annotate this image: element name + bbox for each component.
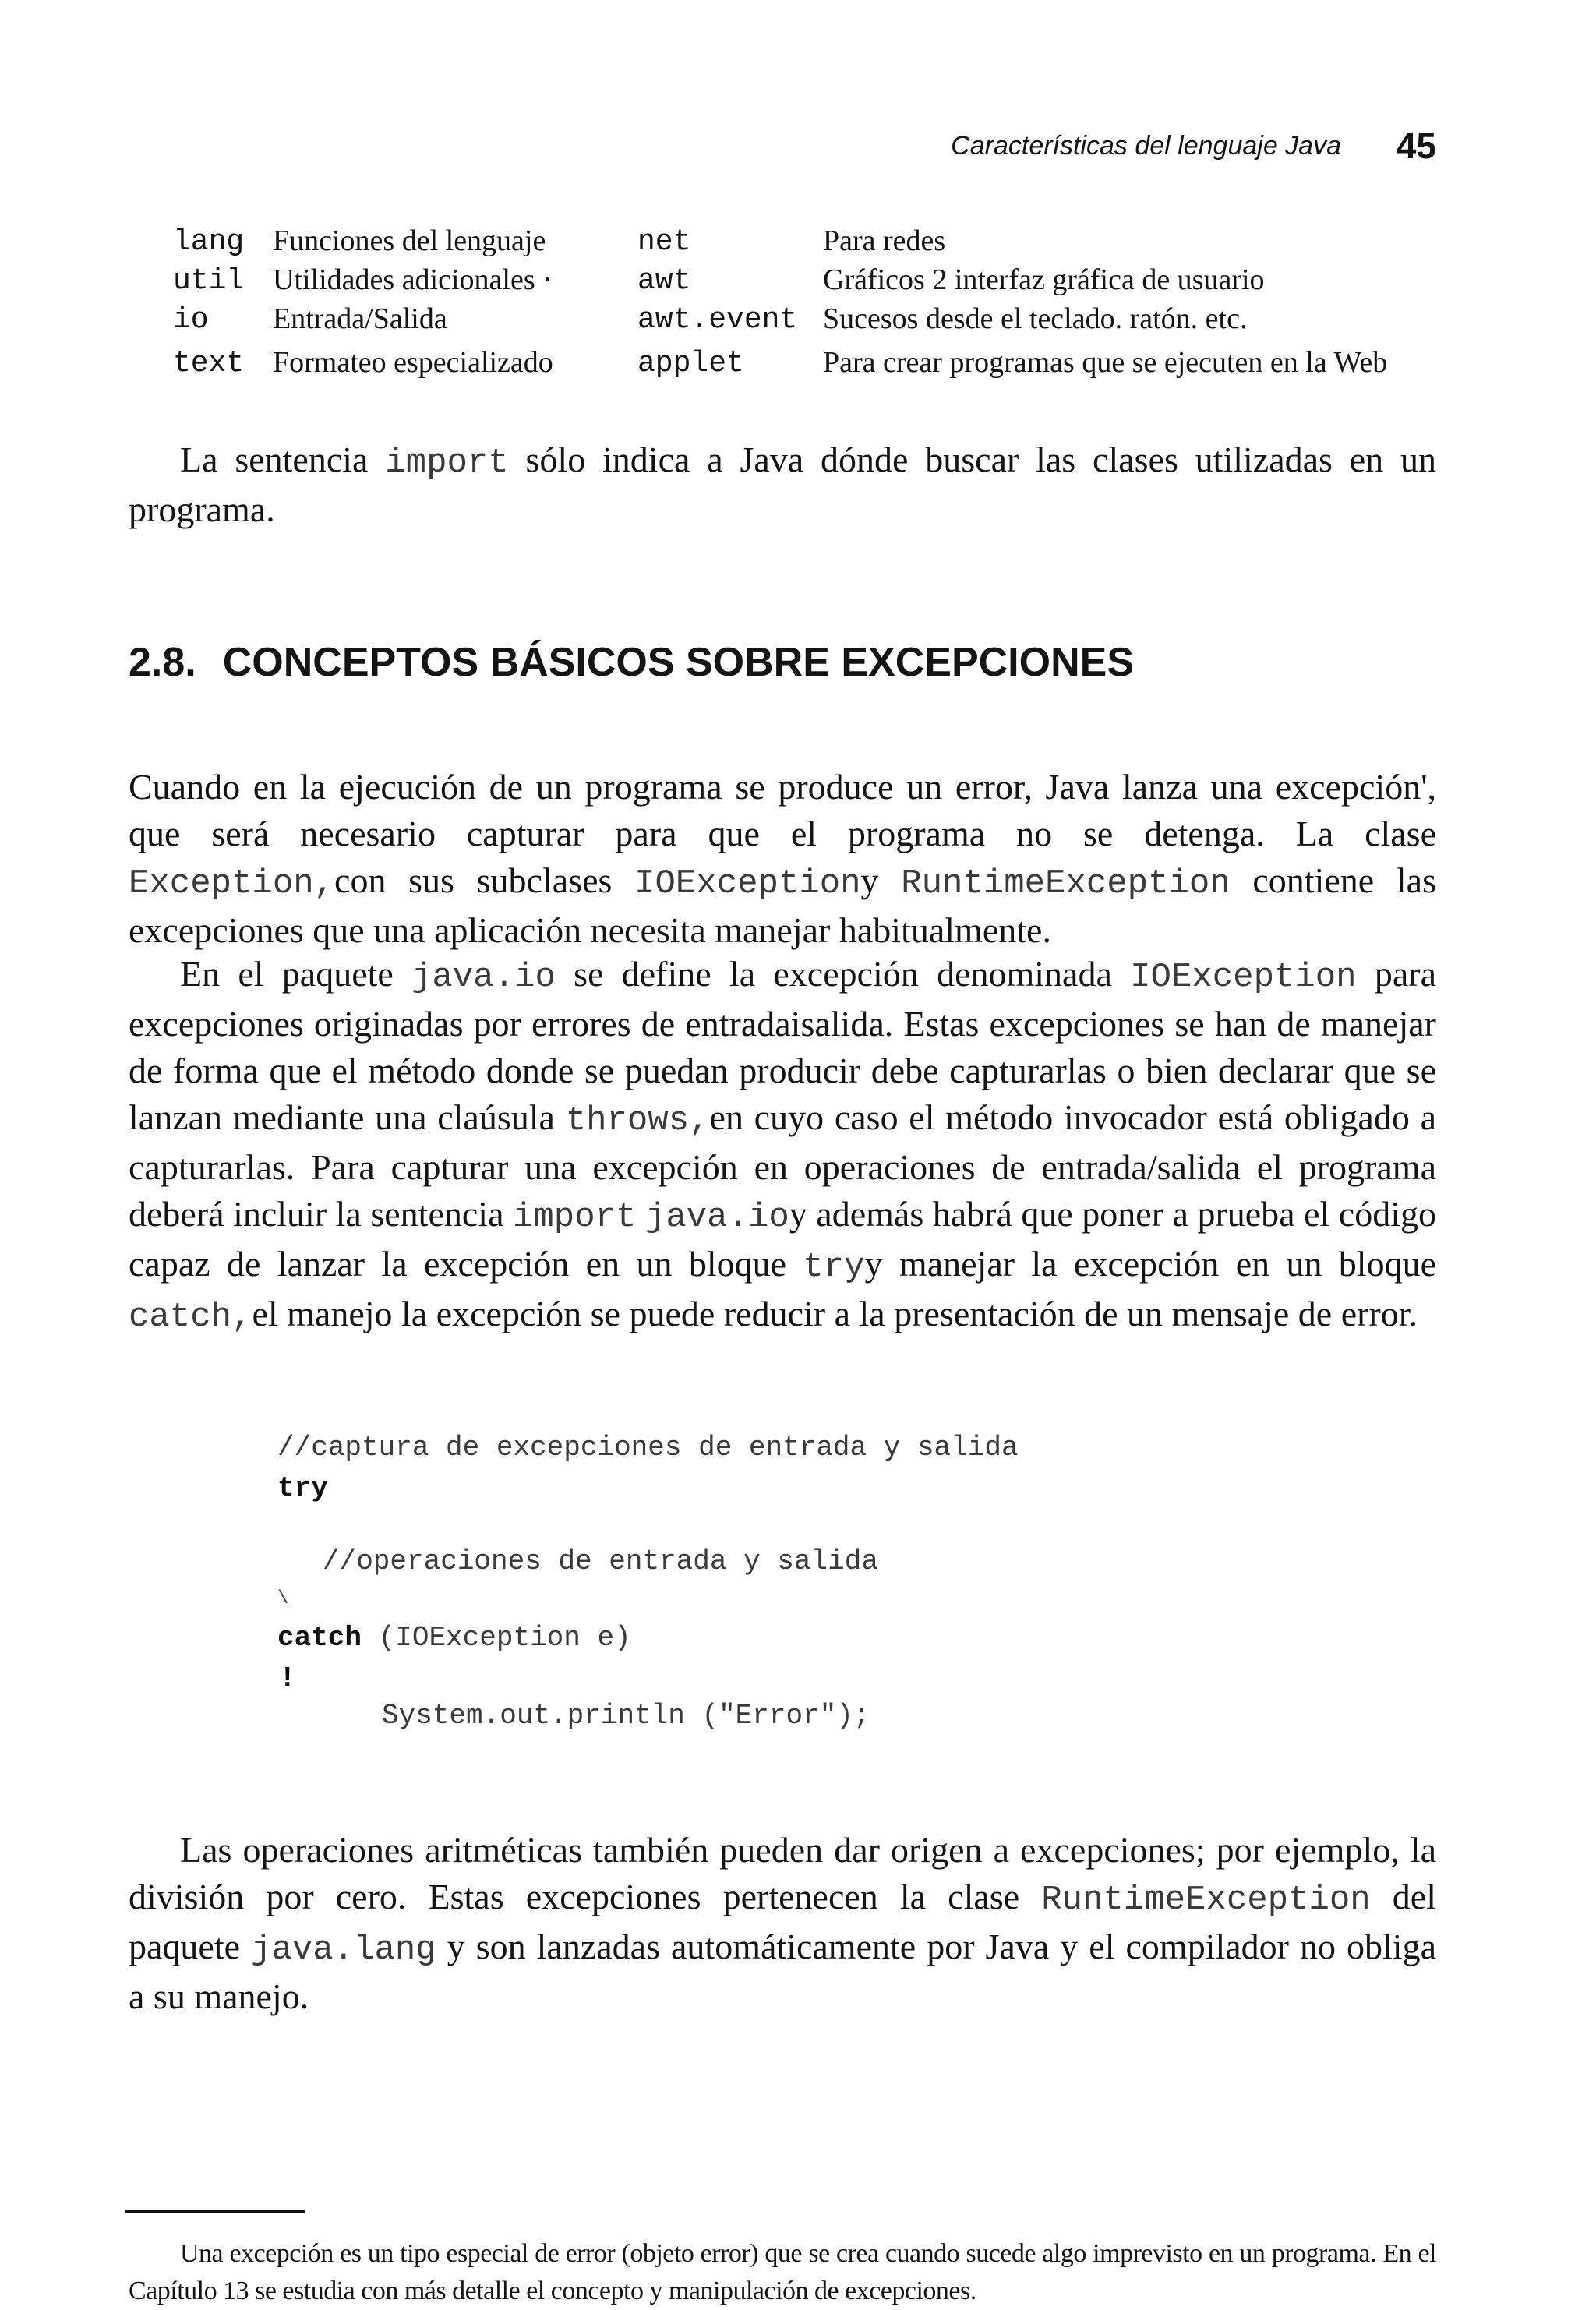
code-brace: ! [279, 1662, 296, 1694]
inline-code: import [385, 443, 509, 482]
text: La sentencia [180, 440, 386, 479]
text: se define la excepción denominada [555, 954, 1131, 994]
section-title: CONCEPTOS BÁSICOS SOBRE EXCEPCIONES [222, 640, 1134, 685]
section-number: 2.8. [129, 640, 196, 685]
package-description: Funciones del lenguaje [273, 224, 546, 257]
text: sólo indica a Java dónde buscar las clases utilizadas en un programa. [129, 440, 1436, 529]
inline-code: IOException [1130, 958, 1357, 997]
package-name: text [173, 347, 245, 380]
package-description: Para redes [823, 224, 946, 257]
code-catch-line [277, 1624, 631, 1652]
paragraph-ioexception [129, 951, 1436, 1340]
footnote-separator [125, 2210, 305, 2213]
package-description: Sucesos desde el teclado. ratón. etc. [823, 302, 1248, 335]
package-name: io [173, 303, 209, 337]
inline-code: java.io [644, 1198, 789, 1237]
package-name: lang [173, 225, 245, 259]
text [636, 1194, 645, 1234]
code-text: (IOException e) [362, 1622, 631, 1654]
code-comment: //captura de excepciones de entrada y salida [277, 1432, 1019, 1464]
text: en cuyo caso el método invocador está obligado a capturarlas. Para capturar una excepción en operaciones de entrada/salida el programa deberá incluir la sentencia [129, 1097, 1436, 1234]
footnote: Una excepción es un tipo especial de error (objeto error) que se crea cuando sucede algo imprevisto en un programa. En el Capítulo 13 se estudia con más detalle el concepto y manipulación de excepciones. [129, 2239, 1436, 2305]
inline-code: RuntimeException [901, 864, 1231, 903]
inline-code: java.lang [251, 1930, 436, 1969]
paragraph-runtime-exceptions [129, 1827, 1436, 2020]
inline-code: import [512, 1198, 637, 1237]
inline-code: java.io [411, 958, 556, 997]
text: y [860, 860, 902, 900]
paragraph-import [129, 436, 1436, 533]
text: y manejar la excepción en un bloque [864, 1244, 1436, 1284]
text: para excepciones originadas por errores de entradaisalida. Estas excepciones se han de manejar de forma que el método donde se puedan producir debe capturarlas o bien declarar que se lanzan mediante una claúsula [129, 954, 1436, 1137]
paragraph-exceptions-intro [129, 764, 1436, 954]
package-description: Gráficos 2 interfaz gráfica de usuario [823, 263, 1265, 296]
package-description: Para crear programas que se ejecuten en la Web [823, 346, 1388, 379]
text: del paquete [129, 1877, 1436, 1966]
package-description: Entrada/Salida [273, 302, 447, 335]
inline-code: try [803, 1248, 865, 1287]
code-brace: \ [277, 1588, 289, 1609]
package-name: applet [637, 347, 744, 380]
text: el manejo la excepción se puede reducir a la presentación de un mensaje de error. [252, 1294, 1418, 1333]
text: y además habrá que poner a prueba el código capaz de lanzar la excepción en un bloque [129, 1194, 1437, 1284]
text: Cuando en la ejecución de un programa se produce un error, Java lanza una excepción', que será necesario capturar para que el programa no se detenga. La clase [129, 767, 1436, 853]
package-name: awt [637, 264, 691, 298]
text: con sus subclases [334, 860, 635, 900]
package-name: net [637, 225, 691, 259]
code-comment: //operaciones de entrada y salida [323, 1545, 878, 1577]
code-keyword-catch: catch [277, 1622, 362, 1654]
package-name: util [173, 264, 245, 298]
inline-code: catch, [129, 1298, 252, 1337]
inline-code: RuntimeException [1041, 1881, 1371, 1920]
inline-code: Exception, [129, 864, 335, 903]
section-heading [129, 639, 1134, 686]
package-description: Formateo especializado [273, 346, 553, 379]
code-statement: System.out.println ("Error"); [382, 1700, 870, 1732]
text: contiene las excepciones que una aplicación necesita manejar habitualmente. [129, 860, 1436, 950]
package-name: awt.event [637, 303, 798, 337]
text: Las operaciones aritméticas también pueden dar origen a excepciones; por ejemplo, la división por cero. Estas excepciones pertenecen la clase [129, 1830, 1436, 1916]
inline-code: IOException [634, 864, 861, 903]
page-number: 45 [1396, 125, 1436, 166]
package-description: Utilidades adicionales · [273, 263, 553, 296]
text: y son lanzadas automáticamente por Java y el compilador no obliga a su manejo. [129, 1927, 1437, 2016]
text: En el paquete [180, 954, 412, 994]
code-keyword-try: try [277, 1472, 328, 1504]
inline-code: throws, [565, 1101, 710, 1140]
running-header-title: Características del lenguaje Java [951, 131, 1341, 161]
